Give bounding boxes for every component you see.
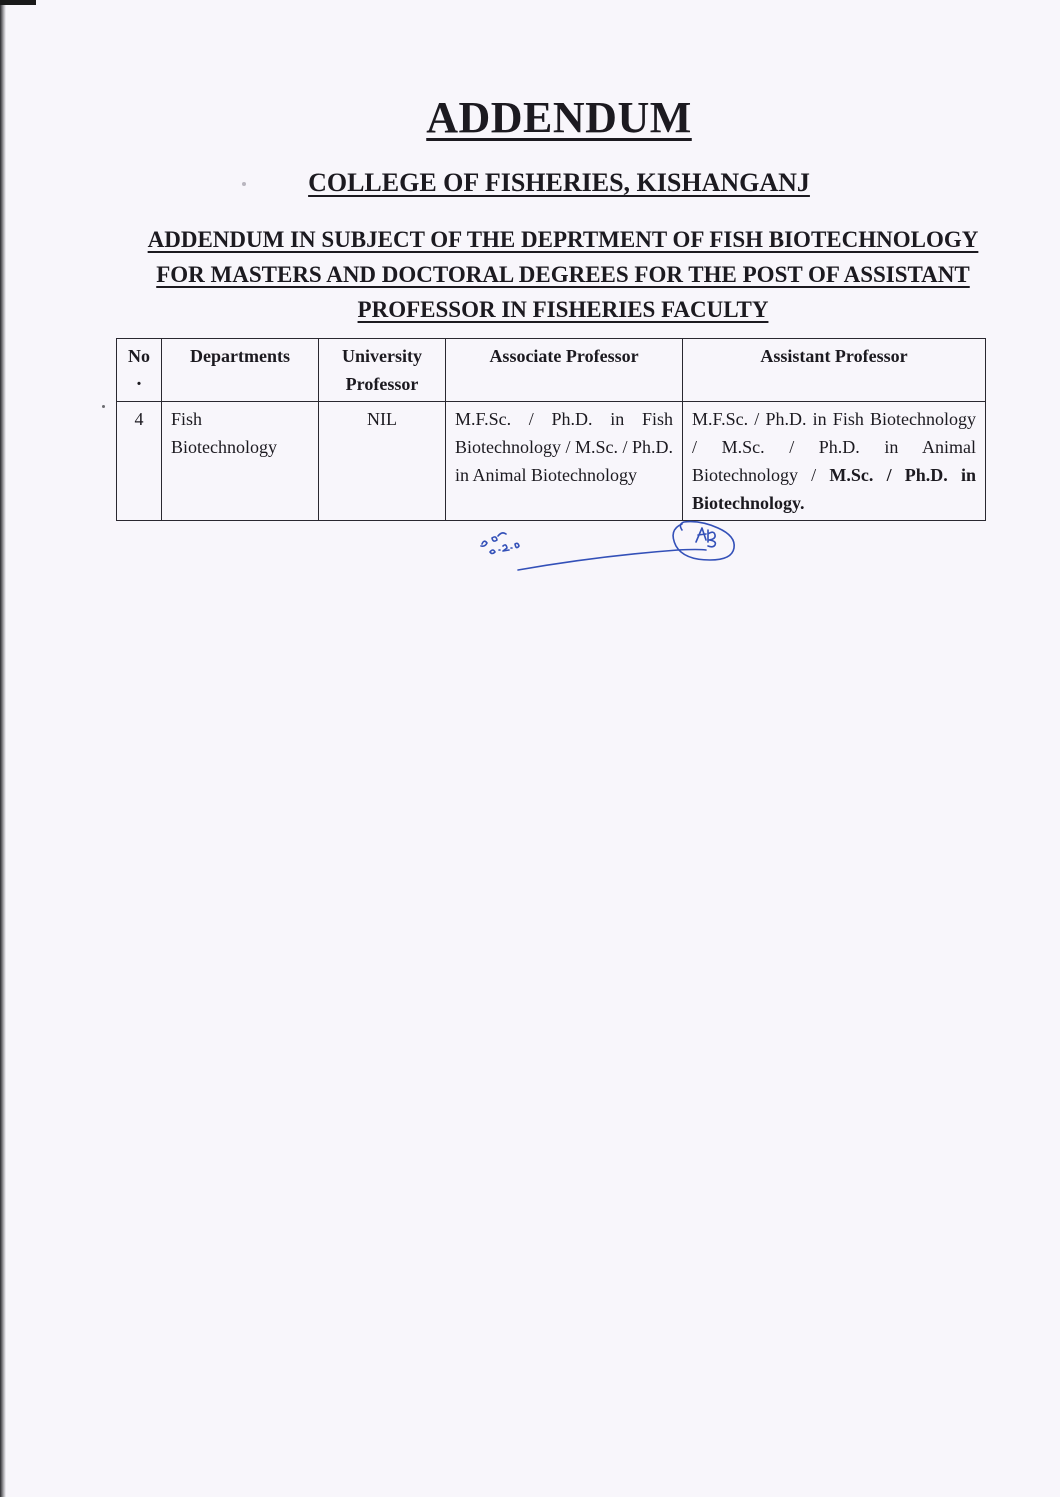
signature-line [518, 550, 706, 571]
cell-no: 4 [117, 402, 162, 521]
signature-loop [673, 522, 734, 560]
cell-assistant-professor-regular: M.F.Sc. / Ph.D. in Fish Biotechnology / M.Sc. / Ph.D. in Animal Biotechnology / [692, 409, 976, 485]
subject-line-2: FOR MASTERS AND DOCTORAL DEGREES FOR THE POST OF ASSISTANT [156, 262, 970, 287]
cell-department: Fish Biotechnology [162, 402, 319, 521]
table-header-row [117, 339, 986, 402]
header-assistant-professor: Assistant Professor [683, 339, 986, 402]
subject-line-3: PROFESSOR IN FISHERIES FACULTY [357, 297, 769, 322]
header-no-label: No [128, 346, 150, 366]
signature-initials [696, 528, 715, 547]
subject-heading [0, 222, 1060, 327]
college-name: COLLEGE OF FISHERIES, KISHANGANJ [308, 168, 810, 197]
subject-line-1: ADDENDUM IN SUBJECT OF THE DEPRTMENT OF FISH BIOTECHNOLOGY [147, 227, 979, 252]
scan-edge-top [0, 0, 36, 5]
cell-assistant-professor-bold: M.Sc. / Ph.D. in Biotechnology. [692, 465, 976, 513]
header-no-dot: . [136, 368, 142, 390]
header-associate-professor: Associate Professor [446, 339, 683, 402]
qualification-table [116, 338, 986, 521]
scan-speck [102, 405, 105, 408]
header-no [117, 339, 162, 402]
signature-date-scribble [481, 533, 519, 554]
document-title: ADDENDUM [426, 93, 692, 142]
scan-speck [242, 182, 246, 186]
header-departments: Departments [162, 339, 319, 402]
signature [470, 500, 750, 580]
cell-university-professor: NIL [319, 402, 446, 521]
cell-associate-professor: M.F.Sc. / Ph.D. in Fish Biotechnology / M.Sc. / Ph.D. in Animal Biotechnology [446, 402, 683, 521]
header-university-professor: University Professor [319, 339, 446, 402]
